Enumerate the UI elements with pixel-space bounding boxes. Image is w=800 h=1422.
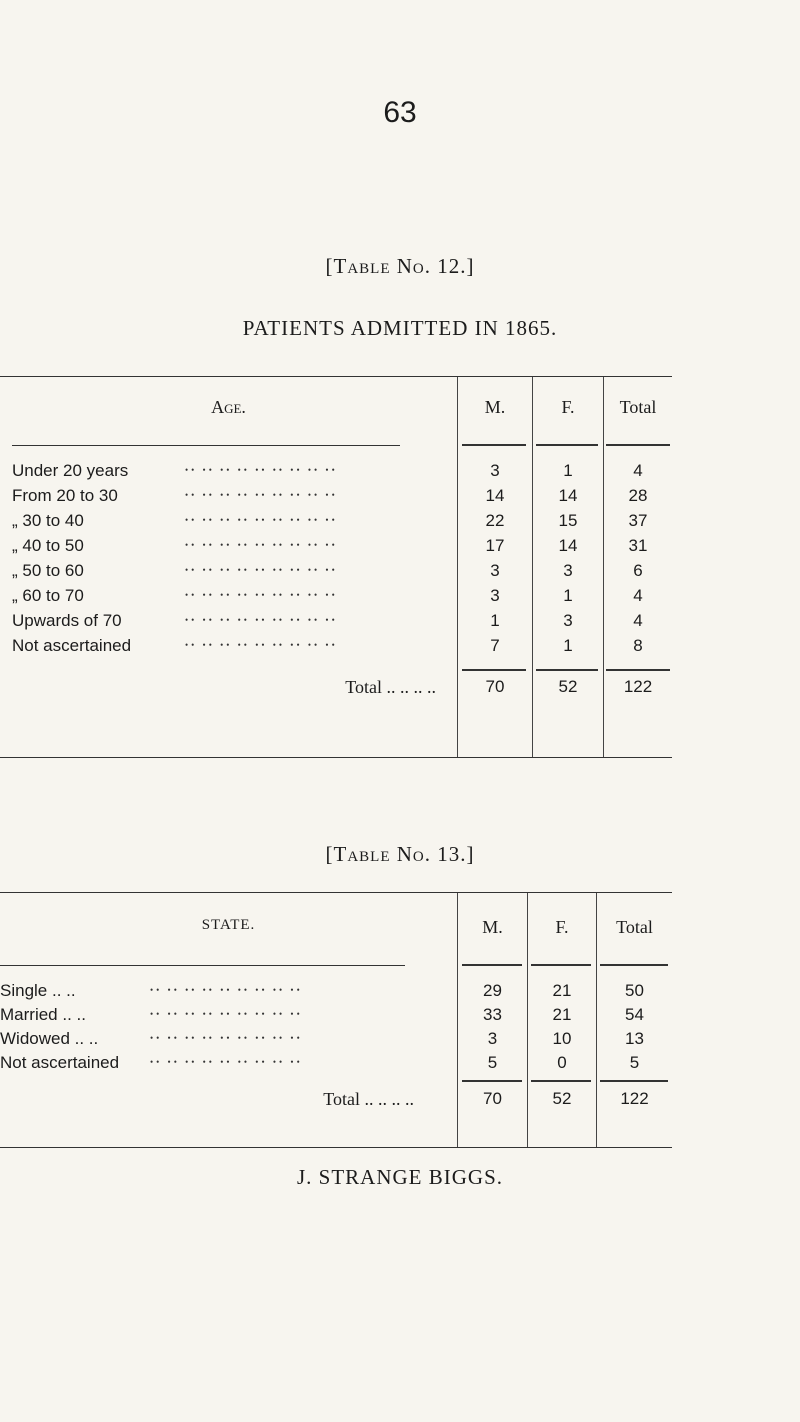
row-total-value: 4 [633, 461, 643, 480]
row-female-value: 1 [563, 461, 573, 480]
row-female-value: 0 [557, 1053, 567, 1072]
row-label: „ 30 to 40 [12, 511, 84, 530]
leader-dots: •• •• •• •• •• •• •• •• •• [185, 590, 338, 600]
total-label: Total .. .. .. .. [345, 677, 436, 697]
leader-dots: •• •• •• •• •• •• •• •• •• [185, 515, 338, 525]
row-label: From 20 to 30 [12, 486, 118, 505]
row-label: „ 50 to 60 [12, 561, 84, 580]
age-table [0, 376, 672, 758]
row-female-value: 10 [552, 1029, 572, 1048]
row-male-value: 7 [490, 636, 500, 655]
row-female-value: 14 [558, 536, 578, 555]
row-male-value: 29 [483, 981, 502, 1000]
total-rule [606, 669, 670, 671]
row-label: „ 40 to 50 [12, 536, 84, 555]
state-column-header: STATE. [201, 917, 256, 933]
total-rule [531, 1080, 591, 1082]
row-female-value: 3 [563, 611, 573, 630]
leader-dots: •• •• •• •• •• •• •• •• •• [150, 985, 303, 995]
row-male-value: 5 [487, 1053, 498, 1072]
row-male-value: 17 [485, 536, 505, 555]
leader-dots: •• •• •• •• •• •• •• •• •• [185, 565, 338, 575]
total-column-header: Total [619, 397, 657, 417]
row-label: Not ascertained [12, 636, 132, 655]
row-total-value: 50 [625, 981, 644, 1000]
row-label: Under 20 years [12, 461, 129, 480]
header-rule [536, 444, 598, 446]
row-male-value: 3 [490, 561, 500, 580]
total-all: 122 [623, 677, 653, 696]
table-13-caption [0, 842, 800, 867]
header-rule [600, 964, 668, 966]
male-column-header: M. [482, 917, 503, 937]
row-label: Married .. .. [0, 1005, 86, 1024]
state-table [0, 892, 672, 1148]
total-male: 70 [485, 677, 505, 696]
table-12-caption [0, 254, 800, 279]
row-female-value: 1 [563, 636, 573, 655]
caption-text: Table No. 13. [333, 842, 467, 866]
row-female-value: 3 [563, 561, 573, 580]
total-rule [462, 669, 526, 671]
leader-dots: •• •• •• •• •• •• •• •• •• [150, 1033, 303, 1043]
leader-dots: •• •• •• •• •• •• •• •• •• [185, 615, 338, 625]
row-total-value: 28 [628, 486, 648, 505]
total-female: 52 [558, 677, 578, 696]
row-male-value: 33 [483, 1005, 502, 1024]
total-label: Total .. .. .. .. [323, 1089, 414, 1109]
total-rule [600, 1080, 668, 1082]
total-female: 52 [552, 1089, 572, 1108]
row-female-value: 15 [558, 511, 578, 530]
leader-dots: •• •• •• •• •• •• •• •• •• [185, 540, 338, 550]
row-male-value: 1 [490, 611, 500, 630]
row-male-value: 3 [490, 586, 500, 605]
row-label: Widowed .. .. [0, 1029, 99, 1048]
row-total-value: 54 [625, 1005, 644, 1024]
row-female-value: 21 [552, 1005, 572, 1024]
total-male: 70 [483, 1089, 502, 1108]
header-rule [0, 965, 405, 966]
leader-dots: •• •• •• •• •• •• •• •• •• [185, 490, 338, 500]
total-all: 122 [620, 1089, 649, 1108]
age-column-header: Age. [211, 397, 246, 417]
header-rule [606, 444, 670, 446]
total-column-header: Total [616, 917, 653, 937]
row-male-value: 3 [490, 461, 500, 480]
row-male-value: 3 [487, 1029, 498, 1048]
header-rule [12, 445, 400, 446]
row-label: Upwards of 70 [12, 611, 122, 630]
row-female-value: 14 [558, 486, 578, 505]
row-label: „ 60 to 70 [12, 586, 84, 605]
row-total-value: 5 [629, 1053, 640, 1072]
row-total-value: 4 [633, 586, 643, 605]
leader-dots: •• •• •• •• •• •• •• •• •• [185, 640, 338, 650]
header-rule [531, 964, 591, 966]
row-total-value: 37 [628, 511, 648, 530]
caption-close-bracket: ] [466, 842, 475, 866]
caption-open-bracket: [ [325, 254, 334, 278]
caption-text: Table No. 12. [333, 254, 467, 278]
leader-dots: •• •• •• •• •• •• •• •• •• [150, 1057, 303, 1067]
row-female-value: 21 [552, 981, 572, 1000]
row-female-value: 1 [563, 586, 573, 605]
leader-dots: •• •• •• •• •• •• •• •• •• [150, 1009, 303, 1019]
total-rule [536, 669, 598, 671]
female-column-header: F. [555, 917, 569, 937]
row-total-value: 13 [625, 1029, 644, 1048]
row-male-value: 14 [485, 486, 505, 505]
row-total-value: 31 [628, 536, 648, 555]
row-total-value: 4 [633, 611, 643, 630]
caption-open-bracket: [ [325, 842, 334, 866]
leader-dots: •• •• •• •• •• •• •• •• •• [185, 465, 338, 475]
male-column-header: M. [484, 397, 506, 417]
page-number: 63 [383, 96, 417, 129]
caption-close-bracket: ] [466, 254, 475, 278]
row-label: Single .. .. [0, 981, 76, 1000]
row-total-value: 6 [633, 561, 643, 580]
signature: J. STRANGE BIGGS. [296, 1165, 504, 1189]
header-rule [462, 964, 522, 966]
header-rule [462, 444, 526, 446]
total-rule [462, 1080, 522, 1082]
female-column-header: F. [561, 397, 575, 417]
row-total-value: 8 [633, 636, 643, 655]
row-label: Not ascertained [0, 1053, 120, 1072]
row-male-value: 22 [485, 511, 505, 530]
table-12-title: PATIENTS ADMITTED IN 1865. [242, 316, 558, 340]
